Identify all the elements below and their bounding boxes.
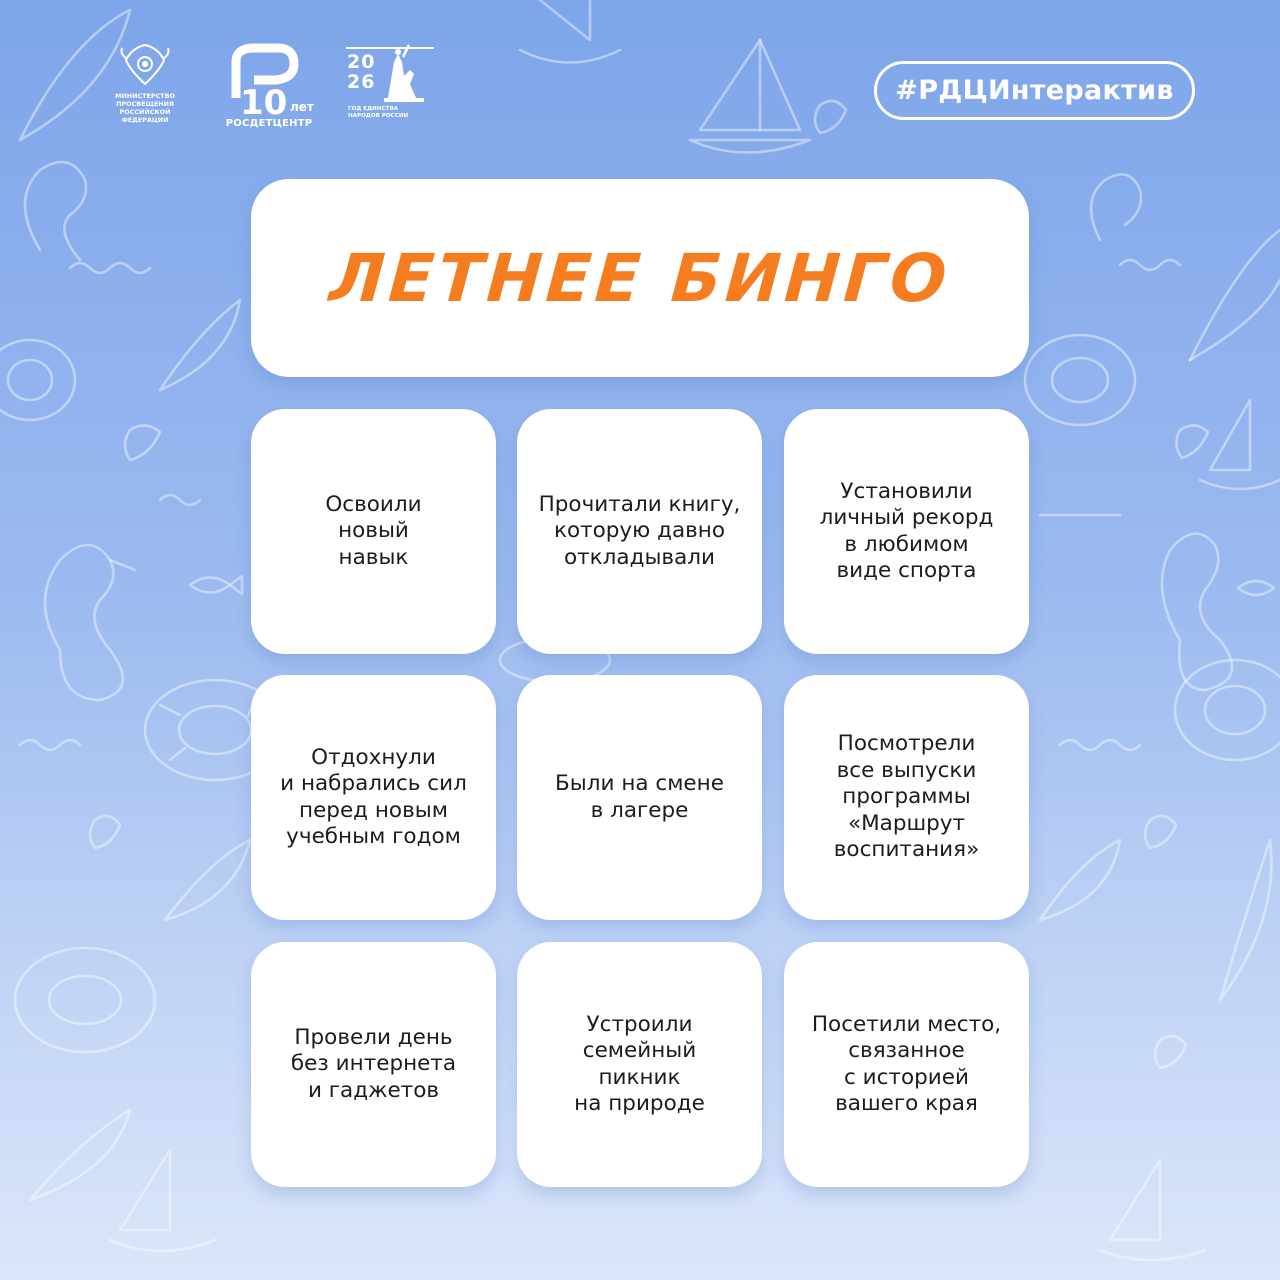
flamingo-float-icon xyxy=(25,162,86,260)
swim-ring-icon xyxy=(15,948,155,1052)
rosdetcentr-logo xyxy=(214,40,324,132)
bingo-cell[interactable] xyxy=(251,942,496,1187)
bingo-cell-text: Посмотрели все выпуски программы «Маршрут воспитания» xyxy=(833,731,980,863)
bingo-cell-text: Освоили новый навык xyxy=(325,491,422,570)
bingo-cell-text: Провели день без интернета и гаджетов xyxy=(290,1024,457,1103)
flamingo-float-icon xyxy=(45,545,135,700)
sailboat-icon xyxy=(1100,1160,1205,1260)
surfboard-icon xyxy=(1040,840,1120,920)
surfboard-icon xyxy=(1190,230,1280,360)
bingo-grid xyxy=(251,409,1029,1187)
bingo-cell-text: Устроили семейный пикник на природе xyxy=(574,1011,705,1116)
flamingo-float-icon xyxy=(1162,534,1232,690)
swim-ring-icon xyxy=(1025,335,1135,425)
swim-ring-icon xyxy=(1175,660,1280,760)
bingo-cell[interactable] xyxy=(517,675,762,920)
seashell-icon xyxy=(1145,816,1176,848)
seashell-icon xyxy=(1155,1036,1186,1068)
seashell-icon xyxy=(815,101,846,133)
rdc-logo-text: РОСДЕТЦЕНТР xyxy=(225,118,313,129)
bingo-cell-text: Отдохнули и набрались сил перед новым учебным годом xyxy=(280,744,467,849)
bingo-cell[interactable] xyxy=(784,942,1029,1187)
year-of-unity-logo xyxy=(344,40,438,132)
bingo-cell-text: Установили личный рекорд в любимом виде спорта xyxy=(819,478,994,583)
bingo-cell-text: Посетили место, связанное с историей вашего края xyxy=(811,1011,1002,1116)
bingo-cell[interactable] xyxy=(784,409,1029,654)
year-digits: 20 26 xyxy=(347,51,376,93)
sailboat-icon xyxy=(110,1150,215,1251)
double-headed-eagle-emblem-icon xyxy=(102,40,188,90)
bingo-cell-text: Были на смене в лагере xyxy=(555,771,724,823)
surfboard-icon xyxy=(160,300,240,390)
ministry-logo xyxy=(102,40,188,132)
rdc-years: 10 xyxy=(240,83,288,123)
rdc-years-suffix: лет xyxy=(290,100,314,114)
year-logo-text: ГОД ЕДИНСТВА НАРОДОВ РОССИИ xyxy=(348,106,409,119)
hashtag-badge: #РДЦИнтерактив xyxy=(874,61,1195,120)
bingo-cell[interactable] xyxy=(251,675,496,920)
bingo-cell-text: Прочитали книгу, которую давно откладывали xyxy=(538,491,741,570)
flamingo-float-icon xyxy=(1091,174,1141,240)
surfboard-icon xyxy=(30,1110,130,1200)
bingo-cell[interactable] xyxy=(784,675,1029,920)
seashell-icon xyxy=(125,425,160,460)
sailboat-icon xyxy=(690,40,810,153)
surfboard-icon xyxy=(165,840,250,920)
page-title: ЛЕТНЕЕ БИНГО xyxy=(327,239,953,317)
bingo-cell[interactable] xyxy=(517,409,762,654)
sailboat-icon xyxy=(520,0,620,63)
swim-ring-icon xyxy=(0,340,75,420)
sailboat-icon xyxy=(1200,400,1280,489)
title-card xyxy=(251,179,1029,377)
bingo-cell[interactable] xyxy=(251,409,496,654)
bingo-cell[interactable] xyxy=(517,942,762,1187)
ministry-logo-text: МИНИСТЕРСТВО ПРОСВЕЩЕНИЯ РОССИЙСКОЙ ФЕДЕРАЦИИ xyxy=(115,92,175,124)
seashell-icon xyxy=(1176,425,1208,458)
fish-icon xyxy=(190,576,242,594)
fish-icon xyxy=(1238,581,1274,595)
surfboard-icon xyxy=(1220,840,1271,1000)
seashell-icon xyxy=(90,816,120,848)
